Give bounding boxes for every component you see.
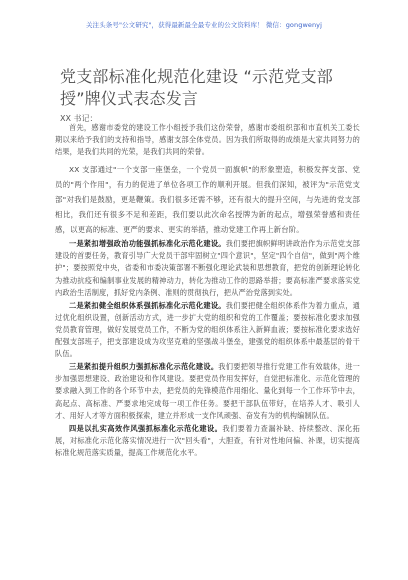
paragraph-text: 我们要把旗帜鲜明讲政治作为示范党支部建设的首要任务，教育引导广大党员干部牢固树立"四个意识"，坚定"四个自信"，做到"两个维护"；要按照党中央，省委和市委决策部署不断强化理论武装和思想教育，把党的创新理论转化为推动抗疫和编制事业发展的精神动力，转化为推动工作的思路举措；要高标准严要求落实党内政治生活制度，抓好党内条例、准则的贯彻执行，把从严治党落到实处。 [55,239,361,297]
paragraph-intro [55,122,360,158]
paragraph-point-3 [55,361,360,421]
paragraph-text: 我们要着力查漏补缺、持续整改、深化拓展，对标准化示范化落实情况进行一次"回头看"，大胆查，有针对性地问偏、补课，切实提高标准化规范落实质量，提高工作规范化水平。 [55,423,360,457]
paragraph-point-4 [55,423,360,459]
point-heading: 四是以扎实高效作风强抓标准化示范化建设。 [69,423,223,433]
paragraph-point-2 [55,300,360,360]
document-body [55,122,360,460]
paragraph-text: 首先，感谢市委党的建设工作小组授予我们这份荣誉，感谢市委组织部和市直机关工委长期以来给予我们的支持和指导，感谢支部全体党员。因为我们所取得的成绩是大家共同努力的结果，是我们共同的光荣，是我们共同的荣誉。 [55,123,360,157]
paragraph-text: 我们要把领导推行党建工作有效载体，进一步加强思想建设、政治建设和作风建设。要把党员作用发挥好，自觉把标准化、示范化管理的要求融入到工作的各个环节中去，把党员的先锋模范作用细化、量化到每一个工作环节中去，高起点、高标准、严要求地完成每一项工作任务。要把干部队伍带好，在培养人才、吸引人才、用好人才等方面积极探索，建立并形成一支作风顽强、奋发有为的机构编制队伍。 [55,362,360,420]
paragraph-text: XX 支部通过"一个支部一座堡垒，一个党员一面旗帜"的形象塑造，积极发挥支部、党员的"两个作用"，有力的促进了单位各项工作的顺利开展。但我们深知，被评为"示范党支部"对我们是鼓励，更是鞭策。我们很多还需不够，还有很大的提升空间，与先进的党支部相比，我们还有很多不足和差距，我们要以此次命名授牌为新的起点，增强荣誉感和责任感，以更高的标准、更严的要求、更实的举措，推动党建工作再上新台阶。 [55,165,360,235]
salutation: XX 书记： [60,114,98,123]
point-heading: 二是紧扣健全组织体系强抓标准化示范化建设。 [69,300,226,310]
point-heading: 一是紧扣增强政治功能强抓标准化示范化建设。 [69,239,226,249]
paragraph-text: 我们要把健全组织体系作为着力重点，通过优化组织设置，创新活动方式，进一步扩大党的组织和党的工作覆盖；要按标准化要求加强党员教育管理，做好发展党员工作，不断为党的组织体系注入新鲜血液；要按标准化要求选好配强支部班子，把支部建设成为攻坚克难的坚强战斗堡垒，建强党的组织体系中最基层的骨干队伍。 [55,300,361,359]
point-heading: 三是紧扣提升组织力强抓标准化示范化建设。 [69,362,219,372]
document-title: 党支部标准化规范化建设 “示范党支部授”牌仪式表态发言 [60,67,333,108]
paragraph-point-1 [55,238,360,298]
paragraph-commitment [55,162,360,237]
promo-banner: 关注头条号"公文研究"，获得最新最全最专业的公文资料库！ 微信：gongwenyj [85,21,323,29]
